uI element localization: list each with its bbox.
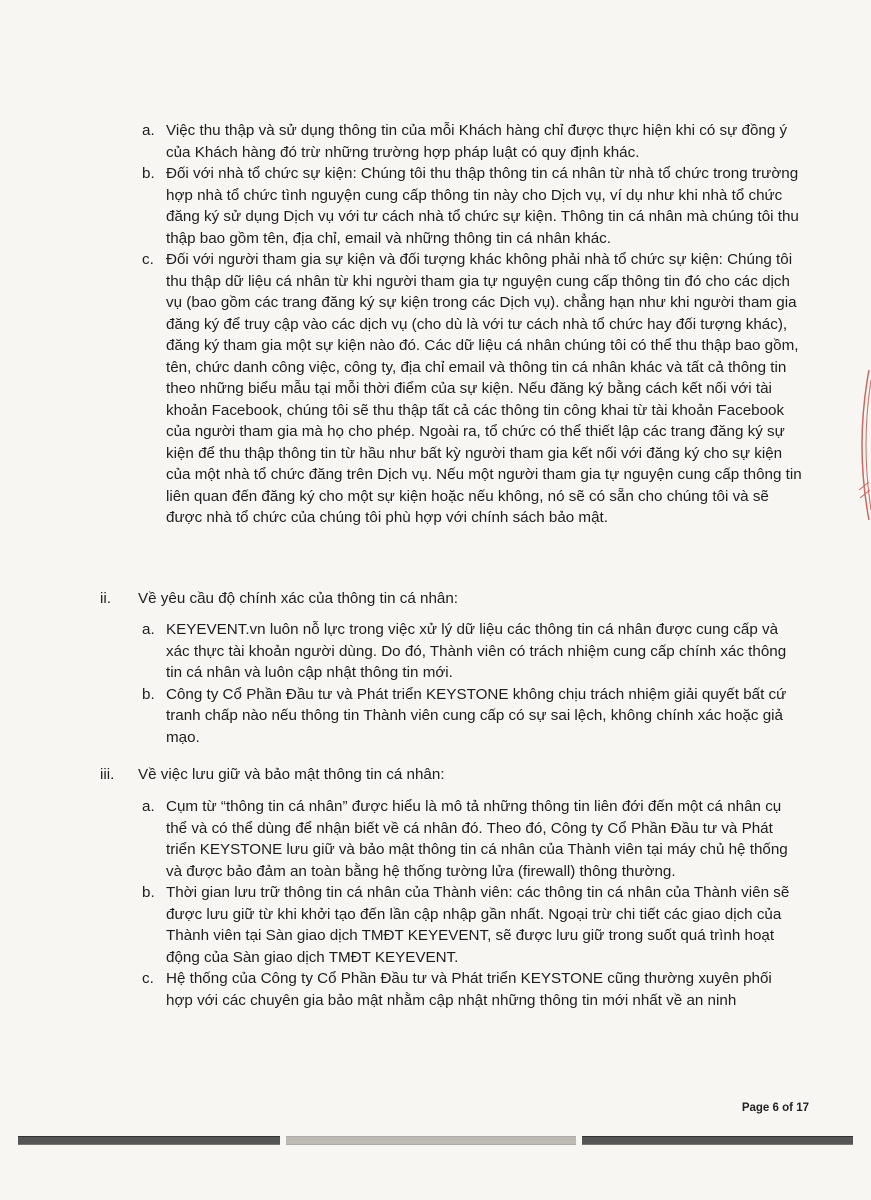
page-word: Page bbox=[741, 1102, 770, 1114]
item-text: Đối với người tham gia sự kiện và đối tượng khác không phải nhà tổ chức sự kiện: Chúng tôi thu thập dữ liệu cá nhân từ khi người tham gia tự nguyện cung cấp thông tin đó cho các dịch vụ (bao gồm các trang đăng ký sự kiện trong các Dịch vụ). chẳng hạn như khi người tham gia đăng ký để truy cập vào các dịch vụ (cho dù là với tư cách nhà tổ chức hay đối tượng khác), đăng ký tham gia một sự kiện nào đó. Các dữ liệu cá nhân chúng tôi có thể thu thập bao gồm, tên, chức danh công việc, công ty, địa chỉ email và thông tin cá nhân khác và tất cả thông tin theo những biểu mẫu tại mỗi thời điểm của sự kiện. Nếu đăng ký bằng cách kết nối với tài khoản Facebook, chúng tôi sẽ thu thập tất cả các thông tin công khai từ tài khoản Facebook của người tham gia mà họ cho phép. Ngoài ra, tổ chức có thể thiết lập các trang đăng ký sự kiện để thu thập thông tin từ hầu như bất kỳ người tham gia kết nối với đăng ký cho sự kiện của một nhà tổ chức đăng trên Dịch vụ. Nếu một người tham gia tự nguyện cung cấp thông tin liên quan đến đăng ký cho một sự kiện hoặc nếu không, nó sẽ có sẵn cho chúng tôi và sẽ được nhà tổ chức của chúng tôi phù hợp với chính sách bảo mật. bbox=[166, 251, 802, 526]
item-text: Công ty Cổ Phần Đầu tư và Phát triển KEYSTONE không chịu trách nhiệm giải quyết bất cứ tranh chấp nào nếu thông tin Thành viên cung cấp có sự sai lệch, không chính xác hoặc giả mạo. bbox=[166, 685, 787, 746]
list-item bbox=[142, 120, 802, 163]
item-text: KEYEVENT.vn luôn nỗ lực trong việc xử lý dữ liệu các thông tin cá nhân được cung cấp và xác thực tài khoản người dùng. Do đó, Thành viên có trách nhiệm cung cấp chính xác thông tin cá nhân và luôn cập nhật thông tin mới. bbox=[166, 621, 787, 681]
section-iii bbox=[100, 764, 820, 786]
section-ii-items bbox=[142, 619, 802, 748]
item-marker: a. bbox=[142, 798, 155, 815]
item-text: Thời gian lưu trữ thông tin cá nhân của Thành viên: các thông tin cá nhân của Thành viên sẽ được lưu giữ từ khi khởi tạo đến lần cập nhập gần nhất. Ngoại trừ chi tiết các giao dịch của Thành viên tại Sàn giao dịch TMĐT KEYEVENT, sẽ được lưu giữ trong suốt quá trình hoạt động của Sàn giao dịch TMĐT KEYEVENT. bbox=[166, 884, 790, 966]
list-item bbox=[142, 796, 802, 882]
item-text: Việc thu thập và sử dụng thông tin của mỗi Khách hàng chỉ được thực hiện khi có sự đồng ý của Khách hàng đó trừ những trường hợp pháp luật có quy định khác. bbox=[166, 122, 788, 161]
section-ii bbox=[100, 588, 820, 610]
footer-bar-right bbox=[582, 1136, 853, 1145]
section-heading-row bbox=[100, 588, 820, 610]
section-heading: Về yêu cầu độ chính xác của thông tin cá nhân: bbox=[138, 590, 459, 607]
item-marker: a. bbox=[142, 621, 155, 638]
list-item bbox=[142, 882, 802, 968]
stamp-icon bbox=[851, 370, 871, 520]
item-marker: c. bbox=[142, 970, 154, 987]
section-heading-row bbox=[100, 764, 820, 786]
section-i-items bbox=[142, 120, 802, 529]
section-marker: ii. bbox=[100, 590, 111, 607]
item-marker: c. bbox=[142, 251, 154, 268]
section-marker: iii. bbox=[100, 766, 115, 783]
footer-bar-middle bbox=[286, 1136, 576, 1145]
item-text: Hệ thống của Công ty Cổ Phần Đầu tư và Phát triển KEYSTONE cũng thường xuyên phối hợp với các chuyên gia bảo mật nhằm cập nhật những thông tin mới nhất về an ninh bbox=[166, 970, 772, 1009]
item-marker: b. bbox=[142, 165, 155, 182]
page-current: 6 bbox=[772, 1102, 779, 1114]
list-item bbox=[142, 163, 802, 249]
item-text: Cụm từ “thông tin cá nhân” được hiểu là mô tả những thông tin liên đới đến một cá nhân cụ thể và có thể dùng để nhận biết về cá nhân đó. Theo đó, Công ty Cổ Phần Đầu tư và Phát triển KEYSTONE lưu giữ và bảo mật thông tin cá nhân của Thành viên tại máy chủ hệ thống và được bảo đảm an toàn bằng hệ thống tường lửa (firewall) thông thường. bbox=[166, 798, 788, 880]
section-heading: Về việc lưu giữ và bảo mật thông tin cá nhân: bbox=[138, 766, 445, 783]
of-word: of bbox=[782, 1102, 793, 1114]
list-item bbox=[142, 249, 802, 529]
page-number bbox=[742, 1102, 809, 1114]
section-iii-items bbox=[142, 796, 802, 1011]
list-item bbox=[142, 684, 802, 749]
list-item bbox=[142, 619, 802, 684]
item-marker: a. bbox=[142, 122, 155, 139]
item-marker: b. bbox=[142, 884, 155, 901]
footer-bar-left bbox=[18, 1136, 280, 1145]
item-marker: b. bbox=[142, 685, 155, 703]
page-total: 17 bbox=[796, 1102, 809, 1114]
stamp-fragment bbox=[851, 370, 871, 520]
list-item bbox=[142, 968, 802, 1011]
item-text: Đối với nhà tổ chức sự kiện: Chúng tôi thu thập thông tin cá nhân từ nhà tổ chức trong trường hợp nhà tổ chức tình nguyện cung cấp thông tin này cho Dịch vụ, ví dụ như khi nhà tổ chức đăng ký sử dụng Dịch vụ với tư cách nhà tổ chức sự kiện. Thông tin cá nhân mà chúng tôi thu thập bao gồm tên, địa chỉ, email và những thông tin cá nhân khác. bbox=[166, 165, 799, 247]
